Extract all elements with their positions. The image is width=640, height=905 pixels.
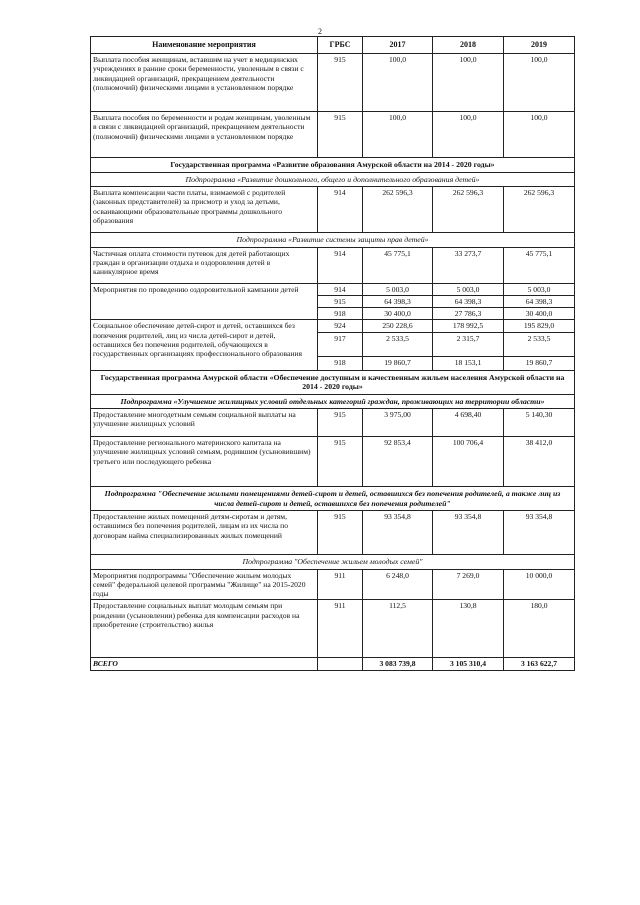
row-name: Социальное обеспечение детей-сирот и детей, оставшихся без попечения родителей, лиц из числа детей-сирот и детей, оставшихся без попечения родителей, обучающихся в государственных организациях профессионального образования (91, 320, 318, 370)
row-value-2017: 100,0 (363, 112, 433, 158)
row-value-2019: 45 775,1 (504, 247, 575, 283)
table-row (91, 283, 575, 295)
row-code: 915 (318, 295, 363, 307)
program-heading: Государственная программа «Развитие образования Амурской области на 2014 - 2020 годы» (91, 158, 575, 173)
row-value-2017: 64 398,3 (363, 295, 433, 307)
row-value-2019: 100,0 (504, 54, 575, 112)
row-value-2018: 100,0 (433, 54, 504, 112)
row-value-2019: 180,0 (504, 600, 575, 658)
table-row (91, 511, 575, 555)
row-code: 917 (318, 332, 363, 356)
subprogram-heading: Подпрограмма "Обеспечение жилыми помещениями детей-сирот и детей, оставшихся без попечения родителей, а также лиц из числа детей-сирот и детей, оставшихся без попечения родителей" (91, 487, 575, 511)
total-code (318, 658, 363, 670)
row-value-2017: 3 975,00 (363, 409, 433, 437)
row-value-2019: 64 398,3 (504, 295, 575, 307)
measures-table (90, 36, 575, 671)
row-code: 914 (318, 247, 363, 283)
row-value-2017: 262 596,3 (363, 187, 433, 233)
subprogram-heading: Подпрограмма «Развитие системы защиты прав детей» (91, 233, 575, 248)
row-value-2019: 262 596,3 (504, 187, 575, 233)
row-name: Предоставление регионального материнского капитала на улучшение жилищных условий семьям, родившим (усыновившим) третьего или последующего ребенка (91, 437, 318, 487)
header-grbs: ГРБС (318, 37, 363, 54)
row-name: Предоставление жилых помещений детям-сиротам и детям, оставшимся без попечения родителей, лицам из их числа по договорам найма специализированных жилых помещений (91, 511, 318, 555)
row-name: Выплата компенсации части платы, взимаемой с родителей (законных представителей) за присмотр и уход за детьми, осваивающими образовательные программы дошкольного образования (91, 187, 318, 233)
subprogram-heading-row (91, 172, 575, 187)
table-row (91, 54, 575, 112)
row-value-2017: 45 775,1 (363, 247, 433, 283)
row-value-2018: 100 706,4 (433, 437, 504, 487)
row-value-2017: 30 400,0 (363, 308, 433, 320)
row-value-2017: 2 533,5 (363, 332, 433, 356)
row-value-2018: 130,8 (433, 600, 504, 658)
row-value-2017: 6 248,0 (363, 569, 433, 600)
row-name: Выплата пособия женщинам, вставшим на учет в медицинских учреждениях в ранние сроки беременности, уволенным в связи с ликвидацией организаций, прекращением деятельности (полномочий) физическими лицами в установленном порядке (91, 54, 318, 112)
row-code: 915 (318, 437, 363, 487)
subprogram-heading-row (91, 394, 575, 409)
row-value-2018: 18 153,1 (433, 356, 504, 370)
row-name: Предоставление социальных выплат молодым семьям при рождении (усыновлении) ребенка для компенсации расходов на приобретение (строительство) жилья (91, 600, 318, 658)
row-code: 915 (318, 54, 363, 112)
row-value-2018: 2 315,7 (433, 332, 504, 356)
row-value-2018: 93 354,8 (433, 511, 504, 555)
row-value-2018: 64 398,3 (433, 295, 504, 307)
subprogram-heading: Подпрограмма «Развитие дошкольного, общего и дополнительного образования детей» (91, 172, 575, 187)
subprogram-heading: Подпрограмма "Обеспечение жильем молодых семей" (91, 555, 575, 570)
row-value-2019: 38 412,0 (504, 437, 575, 487)
row-value-2017: 5 003,0 (363, 283, 433, 295)
table-row (91, 320, 575, 332)
row-value-2017: 112,5 (363, 600, 433, 658)
row-value-2017: 100,0 (363, 54, 433, 112)
row-value-2018: 7 269,0 (433, 569, 504, 600)
row-value-2017: 92 853,4 (363, 437, 433, 487)
row-value-2019: 93 354,8 (504, 511, 575, 555)
row-value-2017: 250 228,6 (363, 320, 433, 332)
row-code: 915 (318, 511, 363, 555)
table-header-row (91, 37, 575, 54)
row-code: 918 (318, 356, 363, 370)
page-number: 2 (318, 27, 322, 36)
row-name: Мероприятия подпрограммы "Обеспечение жильем молодых семей" федеральной целевой программы "Жилище" на 2015-2020 годы (91, 569, 318, 600)
row-value-2018: 27 786,3 (433, 308, 504, 320)
row-value-2019: 5 140,30 (504, 409, 575, 437)
row-code: 911 (318, 569, 363, 600)
measures-table-container (90, 36, 574, 671)
header-2017: 2017 (363, 37, 433, 54)
program-heading: Государственная программа Амурской области «Обеспечение доступным и качественным жильем населения Амурской области на 2014 - 2020 годы» (91, 370, 575, 394)
subprogram-heading: Подпрограмма «Улучшение жилищных условий отдельных категорий граждан, проживающих на территории области» (91, 394, 575, 409)
total-label: ВСЕГО (91, 658, 318, 670)
row-value-2018: 178 992,5 (433, 320, 504, 332)
row-code: 911 (318, 600, 363, 658)
row-value-2019: 10 000,0 (504, 569, 575, 600)
row-value-2019: 5 003,0 (504, 283, 575, 295)
row-code: 914 (318, 187, 363, 233)
table-row (91, 247, 575, 283)
total-value-2017: 3 083 739,8 (363, 658, 433, 670)
row-code: 915 (318, 112, 363, 158)
header-2019: 2019 (504, 37, 575, 54)
row-code: 915 (318, 409, 363, 437)
total-value-2018: 3 105 310,4 (433, 658, 504, 670)
table-row (91, 112, 575, 158)
row-name: Частичная оплата стоимости путевок для детей работающих граждан в организации отдыха и оздоровления детей в каникулярное время (91, 247, 318, 283)
row-value-2018: 100,0 (433, 112, 504, 158)
table-row (91, 569, 575, 600)
row-code: 914 (318, 283, 363, 295)
table-row (91, 409, 575, 437)
table-row (91, 187, 575, 233)
header-2018: 2018 (433, 37, 504, 54)
header-name: Наименование мероприятия (91, 37, 318, 54)
row-name: Предоставление многодетным семьям социальной выплаты на улучшение жилищных условий (91, 409, 318, 437)
subprogram-heading-row (91, 487, 575, 511)
row-value-2017: 19 860,7 (363, 356, 433, 370)
table-row (91, 600, 575, 658)
row-value-2019: 195 829,0 (504, 320, 575, 332)
row-code: 918 (318, 308, 363, 320)
row-code: 924 (318, 320, 363, 332)
row-value-2018: 4 698,40 (433, 409, 504, 437)
program-heading-row (91, 370, 575, 394)
row-name: Мероприятия по проведению оздоровительной кампании детей (91, 283, 318, 320)
row-value-2017: 93 354,8 (363, 511, 433, 555)
row-value-2018: 33 273,7 (433, 247, 504, 283)
row-value-2019: 100,0 (504, 112, 575, 158)
row-value-2019: 30 400,0 (504, 308, 575, 320)
row-name: Выплата пособия по беременности и родам женщинам, уволенным в связи с ликвидацией организаций, прекращением деятельности (полномочий) физическими лицами в установленном порядке (91, 112, 318, 158)
subprogram-heading-row (91, 233, 575, 248)
subprogram-heading-row (91, 555, 575, 570)
row-value-2018: 5 003,0 (433, 283, 504, 295)
table-row (91, 437, 575, 487)
row-value-2019: 19 860,7 (504, 356, 575, 370)
row-value-2019: 2 533,5 (504, 332, 575, 356)
total-value-2019: 3 163 622,7 (504, 658, 575, 670)
total-row (91, 658, 575, 670)
row-value-2018: 262 596,3 (433, 187, 504, 233)
program-heading-row (91, 158, 575, 173)
